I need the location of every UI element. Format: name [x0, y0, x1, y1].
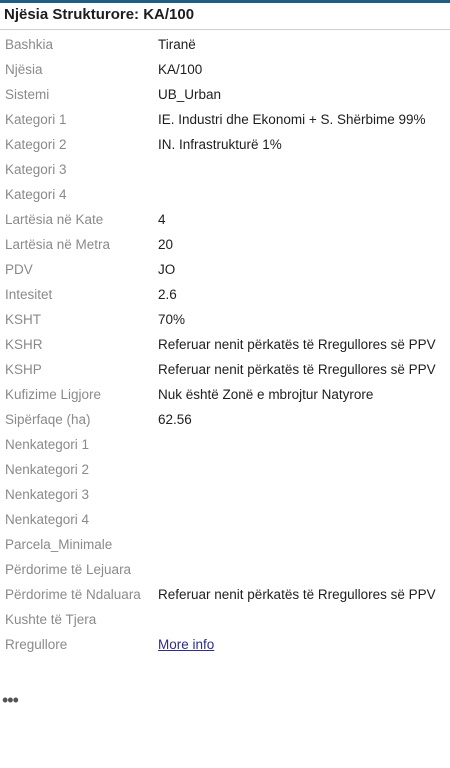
attribute-row: [0, 583, 450, 608]
attribute-row: [0, 383, 450, 408]
attribute-label: Rregullore: [5, 637, 68, 652]
attribute-row: [0, 633, 450, 658]
attribute-table: [0, 33, 450, 658]
attribute-label: PDV: [5, 262, 33, 277]
attribute-row: [0, 133, 450, 158]
attribute-value: Referuar nenit përkatës të Rregullores së PPV: [158, 337, 436, 352]
attribute-row: [0, 508, 450, 533]
attribute-label: Kufizime Ligjore: [5, 387, 102, 402]
attribute-value: Referuar nenit përkatës të Rregullores së PPV: [158, 362, 436, 377]
attribute-label: Sistemi: [5, 87, 50, 102]
attribute-label: Nenkategori 1: [5, 437, 90, 452]
attribute-label: Njësia: [5, 62, 43, 77]
attribute-value: Nuk është Zonë e mbrojtur Natyrore: [158, 387, 374, 402]
attribute-row: [0, 433, 450, 458]
attribute-label: Intesitet: [5, 287, 53, 302]
attribute-row: [0, 608, 450, 633]
attribute-row: [0, 533, 450, 558]
attribute-row: [0, 283, 450, 308]
attribute-label: Përdorime të Ndaluara: [5, 587, 141, 602]
attribute-row: [0, 308, 450, 333]
attribute-label: Kategori 4: [5, 187, 67, 202]
attribute-label: Kategori 3: [5, 162, 67, 177]
attribute-value: 20: [158, 237, 174, 252]
attribute-value: 4: [158, 212, 166, 227]
attribute-value: IN. Infrastrukturë 1%: [158, 137, 282, 152]
attribute-row: [0, 258, 450, 283]
attribute-label: Kategori 2: [5, 137, 67, 152]
attribute-label: Përdorime të Lejuara: [5, 562, 132, 577]
attribute-label: Nenkategori 4: [5, 512, 90, 527]
attribute-label: Kategori 1: [5, 112, 67, 127]
title-divider: [0, 29, 450, 30]
attribute-label: Lartësia në Metra: [5, 237, 111, 252]
attribute-label: Nenkategori 2: [5, 462, 90, 477]
attribute-row: [0, 408, 450, 433]
attribute-row: [0, 33, 450, 58]
attribute-row: [0, 83, 450, 108]
attribute-label: Bashkia: [5, 37, 54, 52]
attribute-row: [0, 458, 450, 483]
attribute-label: Kushte të Tjera: [5, 612, 97, 627]
attribute-label: Parcela_Minimale: [5, 537, 113, 552]
attribute-value: KA/100: [158, 62, 203, 77]
attribute-row: [0, 233, 450, 258]
attribute-label: Sipërfaqe (ha): [5, 412, 91, 427]
more-options-icon[interactable]: •••: [2, 690, 18, 710]
attribute-row: [0, 58, 450, 83]
attribute-value: [158, 637, 214, 652]
attribute-label: KSHR: [5, 337, 43, 352]
attribute-row: [0, 483, 450, 508]
attribute-value: 2.6: [158, 287, 177, 302]
attribute-row: [0, 558, 450, 583]
attribute-value: JO: [158, 262, 176, 277]
attribute-row: [0, 108, 450, 133]
attribute-value: Referuar nenit përkatës të Rregullores së PPV: [158, 587, 436, 602]
attribute-value: 62.56: [158, 412, 192, 427]
attribute-row: [0, 158, 450, 183]
attribute-label: Nenkategori 3: [5, 487, 90, 502]
attribute-row: [0, 333, 450, 358]
attribute-label: KSHP: [5, 362, 42, 377]
attribute-value: UB_Urban: [158, 87, 222, 102]
attribute-row: [0, 358, 450, 383]
attribute-label: KSHT: [5, 312, 42, 327]
attribute-value: Tiranë: [158, 37, 196, 52]
attribute-row: [0, 208, 450, 233]
attribute-label: Lartësia në Kate: [5, 212, 104, 227]
popup-title: Njësia Strukturore: KA/100: [4, 6, 195, 23]
more-info-link[interactable]: More info: [158, 637, 215, 652]
attribute-value: 70%: [158, 312, 186, 327]
attribute-value: IE. Industri dhe Ekonomi + S. Shërbime 99%: [158, 112, 426, 127]
top-accent-bar: [0, 0, 450, 3]
attribute-row: [0, 183, 450, 208]
